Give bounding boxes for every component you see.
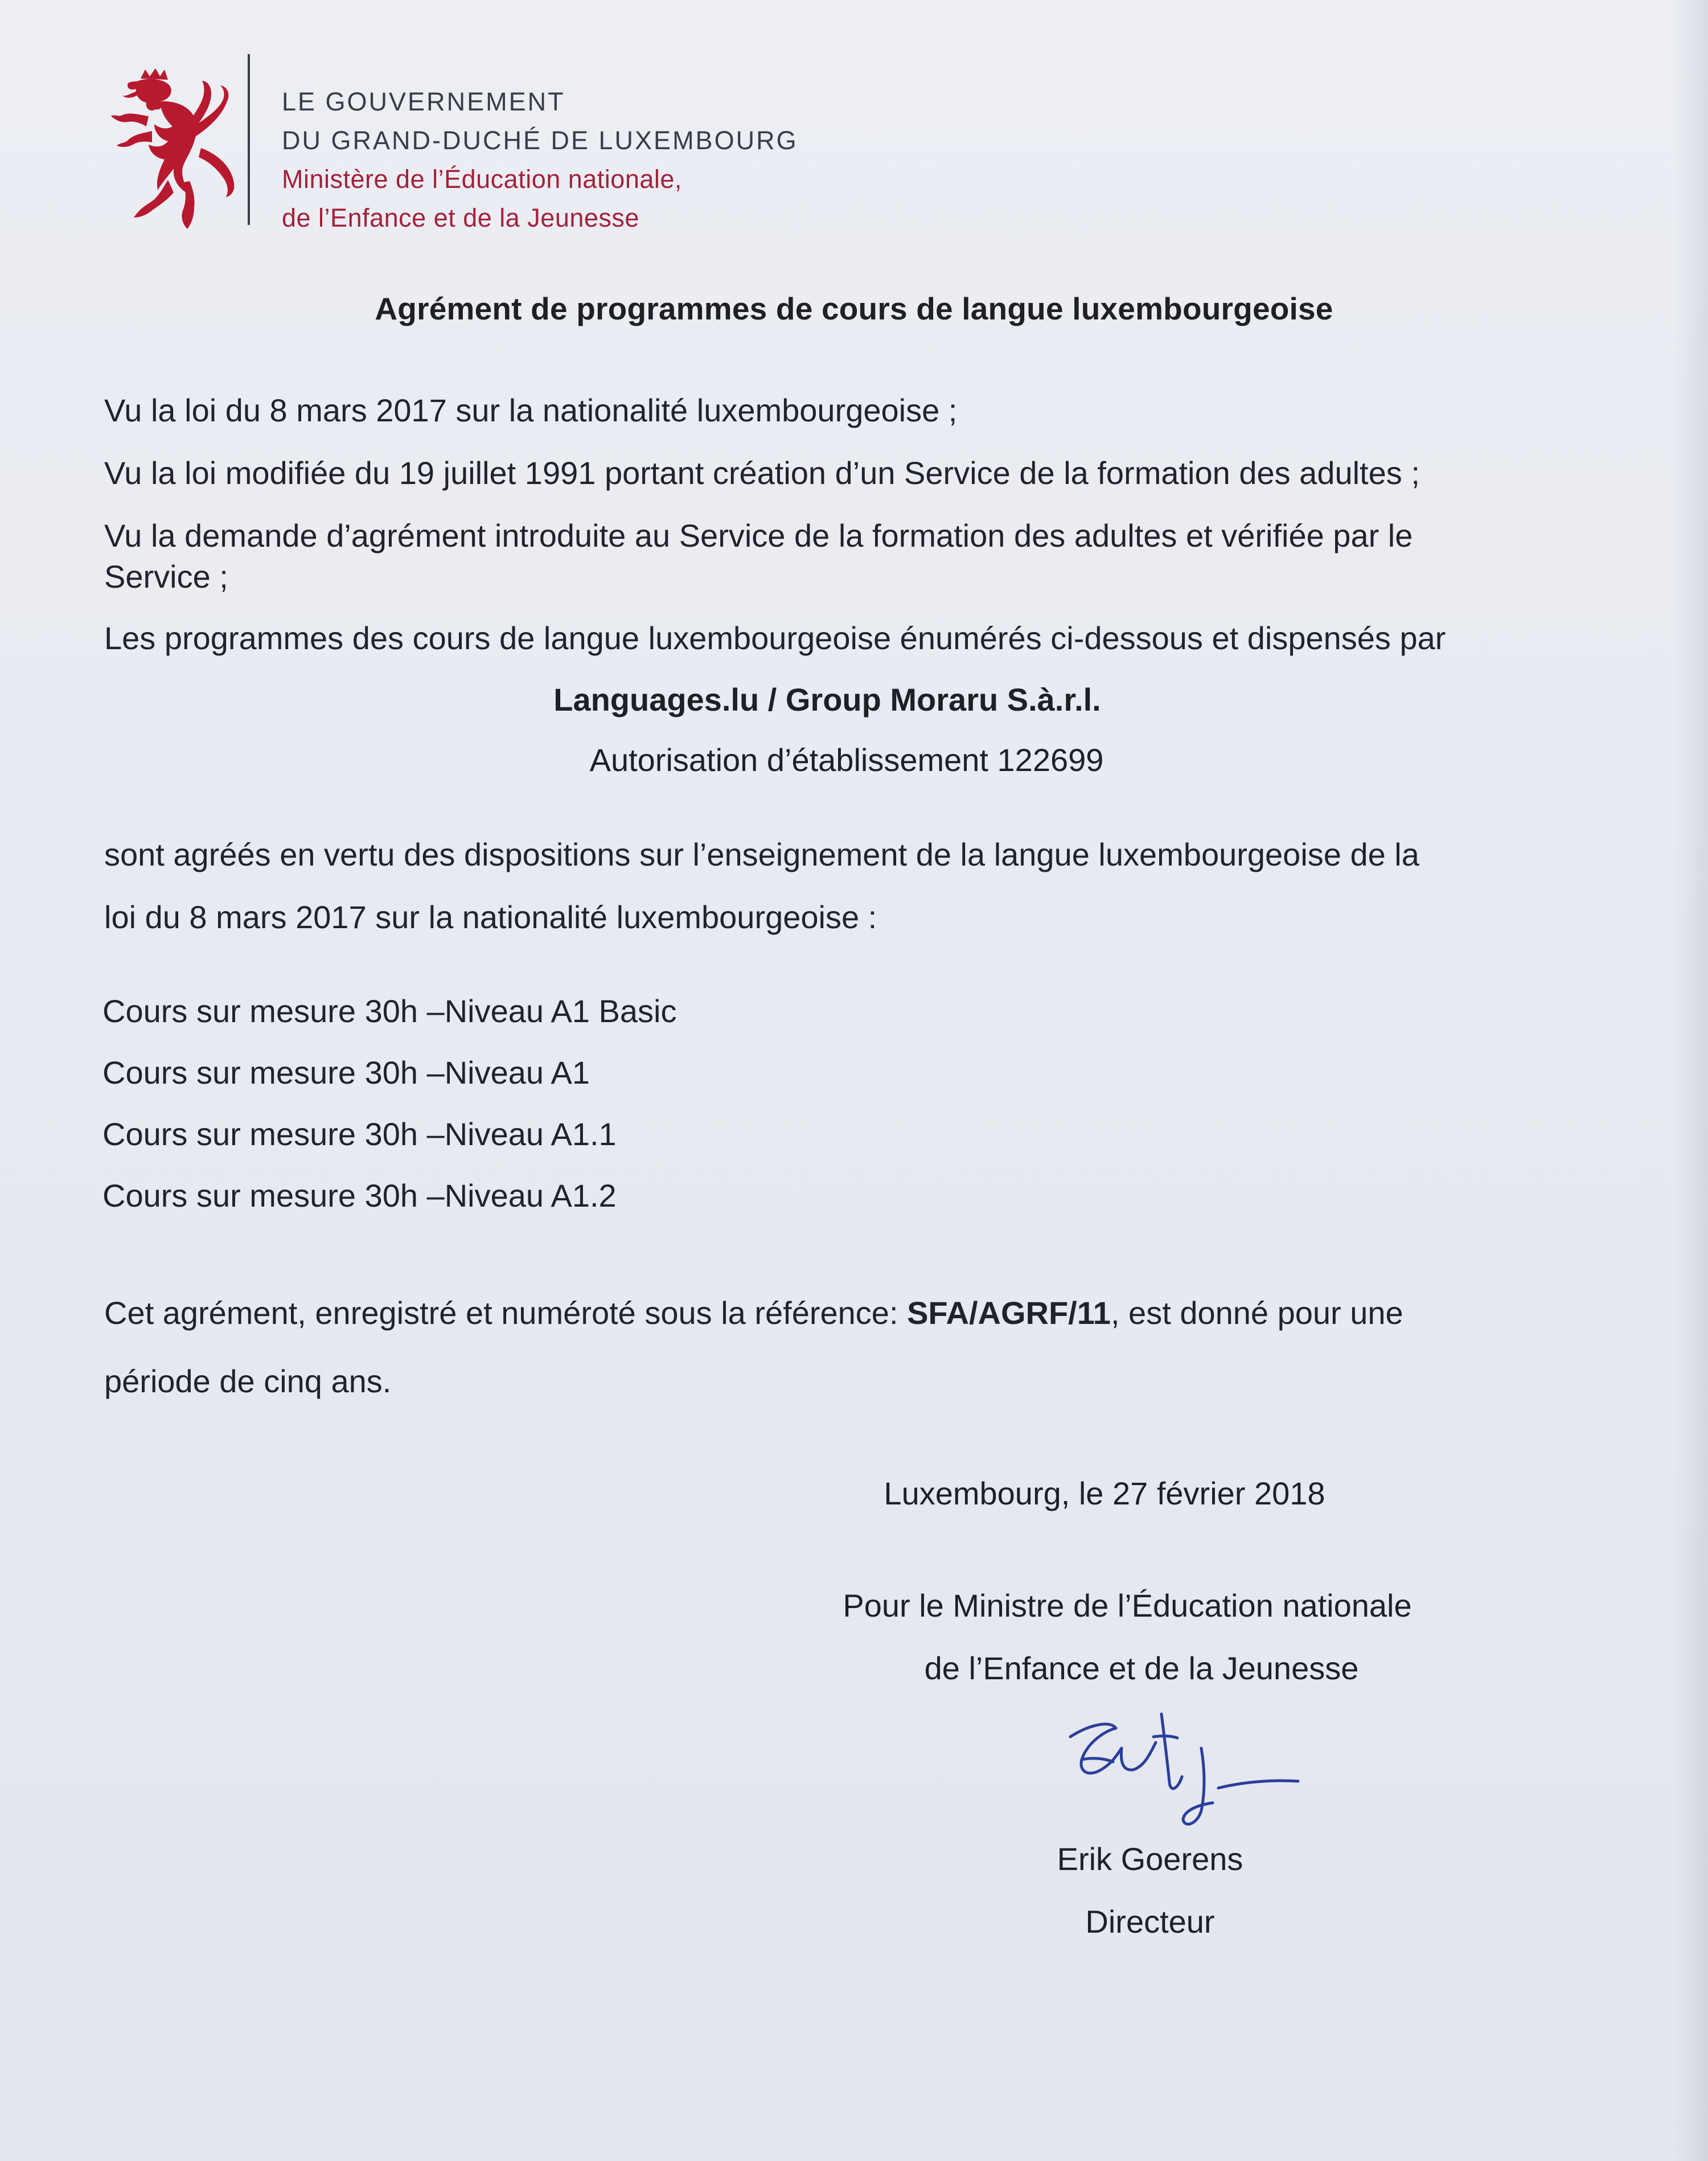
- place-date: Luxembourg, le 27 février 2018: [884, 1475, 1325, 1511]
- consideration-4: Les programmes des cours de langue luxembourgeoise énumérés ci-dessous et dispensés par: [104, 620, 1446, 656]
- consideration-3: Vu la demande d’agrément introduite au Service de la formation des adultes et vérifiée par le: [104, 518, 1413, 553]
- document-title: Agrément de programmes de cours de langue luxembourgeoise: [375, 291, 1333, 326]
- consideration-3-cont: Service ;: [104, 559, 228, 594]
- reference-line-1: [104, 1293, 1403, 1334]
- reference-line-2: période de cinq ans.: [104, 1363, 392, 1399]
- signatory-for-line-2: de l’Enfance et de la Jeunesse: [924, 1650, 1359, 1686]
- red-lion-icon: [105, 68, 236, 233]
- reference-prefix: Cet agrément, enregistré et numéroté sous la référence:: [104, 1295, 908, 1331]
- government-line-2: DU GRAND-DUCHÉ DE LUXEMBOURG: [282, 126, 798, 155]
- government-line-1: LE GOUVERNEMENT: [282, 87, 565, 116]
- consideration-2: Vu la loi modifiée du 19 juillet 1991 portant création d’un Service de la formation des adultes ;: [104, 455, 1420, 491]
- provider-authorisation: Autorisation d’établissement 122699: [589, 742, 1104, 778]
- signatory-for-line-1: Pour le Ministre de l’Éducation nationale: [843, 1588, 1412, 1623]
- signatory-title: Directeur: [1085, 1904, 1215, 1939]
- course-item: Cours sur mesure 30h –Niveau A1 Basic: [102, 993, 677, 1029]
- letterhead: [97, 54, 894, 242]
- course-item: Cours sur mesure 30h –Niveau A1: [102, 1055, 590, 1090]
- reference-code: SFA/AGRF/11: [907, 1295, 1111, 1331]
- letterhead-divider: [248, 54, 250, 225]
- signatory-name: Erik Goerens: [1057, 1841, 1243, 1877]
- ministry-line-2: de l’Enfance et de la Jeunesse: [282, 203, 639, 232]
- approval-line-2: loi du 8 mars 2017 sur la nationalité luxembourgeoise :: [104, 899, 877, 935]
- consideration-1: Vu la loi du 8 mars 2017 sur la nationalité luxembourgeoise ;: [104, 392, 958, 428]
- ministry-line-1: Ministère de l’Éducation nationale,: [282, 165, 682, 194]
- approval-line-1: sont agréés en vertu des dispositions sur l’enseignement de la langue luxembourgeoise de la: [104, 836, 1419, 872]
- course-item: Cours sur mesure 30h –Niveau A1.2: [102, 1178, 617, 1213]
- letterhead-text: [282, 83, 798, 237]
- provider-name: Languages.lu / Group Moraru S.à.r.l.: [553, 682, 1101, 717]
- reference-suffix: , est donné pour une: [1110, 1295, 1403, 1331]
- handwritten-signature: [1048, 1703, 1332, 1851]
- course-item: Cours sur mesure 30h –Niveau A1.1: [102, 1116, 617, 1152]
